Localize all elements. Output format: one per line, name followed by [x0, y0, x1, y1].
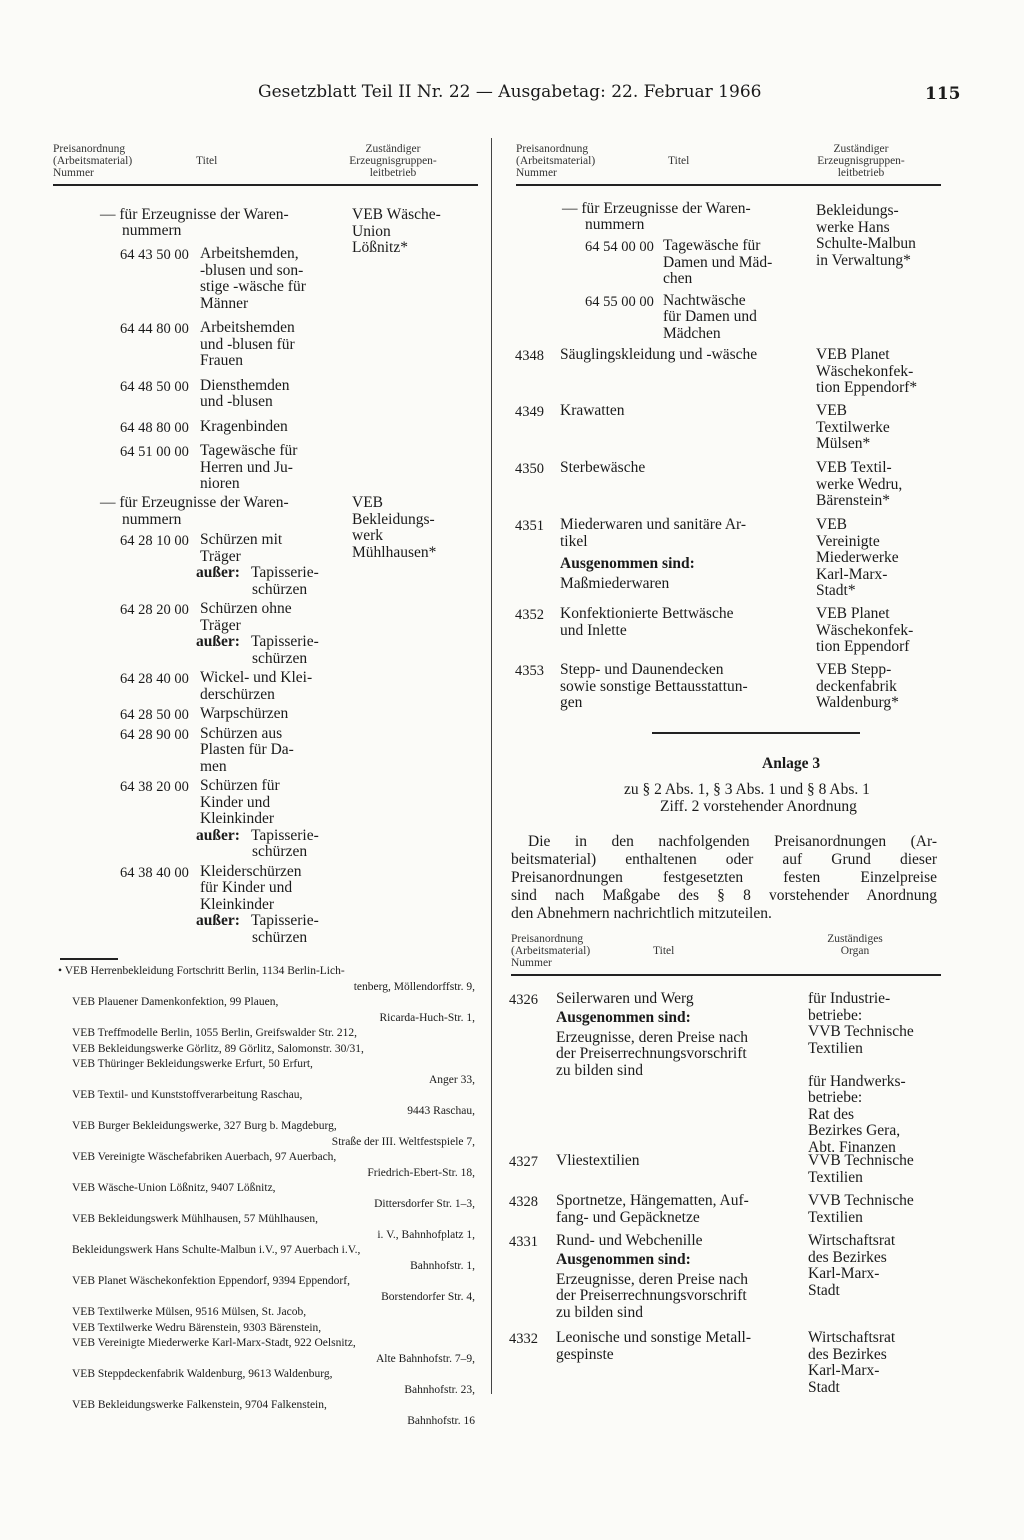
responsible-organ: Karl-Marx- [808, 1265, 880, 1282]
annex-paragraph: Preisanordnungen festgesetzten festen Einzelpreise [511, 869, 937, 886]
ware-title: Tagewäsche für [663, 237, 761, 254]
order-title: Stepp- und Daunendecken [560, 661, 724, 678]
exception-text: Tapisserie- [251, 564, 319, 581]
responsible-organ: Rat des [808, 1105, 855, 1123]
ware-title: Schürzen für [200, 777, 280, 794]
section-rule [652, 732, 860, 734]
responsible-enterprise: VEB [352, 494, 383, 511]
ware-number: 64 28 90 00 [120, 726, 189, 743]
responsible-organ: Karl-Marx- [808, 1362, 880, 1379]
footnote-line: • VEB Herrenbekleidung Fortschritt Berlin, 1134 Berlin-Lich- [58, 965, 345, 977]
ware-title: Kleiderschürzen [200, 862, 302, 880]
column-header-number: Nummer [511, 957, 552, 969]
group-intro: nummern [122, 510, 182, 528]
ware-title: Arbeitshemden [200, 319, 295, 336]
group-intro: — für Erzeugnisse der Waren- [562, 200, 751, 217]
ware-number: 64 28 40 00 [120, 671, 189, 687]
betrieb: deckenfabrik [816, 677, 897, 695]
exception-text: der Preiserrechnungsvorschrift [556, 1287, 747, 1304]
responsible-organ: Bezirkes Gera, [808, 1122, 901, 1139]
ware-title: Damen und Mäd- [663, 253, 773, 271]
column-header-responsible: Zuständiger [833, 143, 889, 155]
responsible-organ: VVB Technische [808, 1023, 914, 1040]
responsible-enterprise: Union [352, 222, 391, 240]
order-title: und Inlette [560, 621, 627, 639]
order-number: 4332 [509, 1331, 538, 1347]
responsible-organ: VVB Technische [808, 1152, 914, 1169]
betrieb: Vereinigte [816, 532, 880, 550]
responsible-enterprise: Schulte-Malbun [816, 235, 916, 252]
footnote-line: VEB Burger Bekleidungswerke, 327 Burg b. Magdeburg, [72, 1120, 337, 1132]
column-header-title: Titel [668, 155, 690, 167]
column-header-number: Preisanordnung [511, 933, 584, 945]
exception-text: zu bilden sind [556, 1303, 643, 1321]
ware-title: -blusen und son- [200, 261, 304, 279]
responsible-enterprise: werke Hans [816, 218, 890, 236]
header-rule [53, 184, 478, 186]
ware-number: 64 28 50 00 [120, 707, 189, 723]
page-number: 115 [925, 84, 961, 104]
ware-number: 64 43 50 00 [120, 247, 189, 263]
ware-number: 64 38 20 00 [120, 779, 189, 795]
responsible-organ: des Bezirkes [808, 1345, 887, 1363]
annex-paragraph: den Abnehmern nachrichtlich mitzuteilen. [511, 905, 772, 922]
group-intro: nummern [585, 216, 645, 233]
betrieb: VEB Textil- [816, 459, 892, 476]
column-header-number: (Arbeitsmaterial) [511, 945, 591, 957]
betrieb: tion Eppendorf* [816, 379, 918, 396]
betrieb: Waldenburg* [816, 694, 899, 711]
ware-number: 64 55 00 00 [585, 293, 654, 310]
annex-paragraph: sind nach Maßgabe des § 8 vorstehender Anordnung [511, 887, 937, 904]
column-header-number: Preisanordnung [516, 143, 589, 155]
ware-title: Kleinkinder [200, 810, 275, 827]
order-number: 4348 [515, 348, 544, 364]
column-divider [491, 138, 492, 1394]
exception-text: schürzen [252, 928, 308, 946]
responsible-enterprise: Bekleidungs- [816, 202, 899, 219]
footnote-line: VEB Textilwerke Mülsen, 9516 Mülsen, St. Jacob, [72, 1306, 307, 1318]
column-header-responsible: leitbetrieb [369, 167, 417, 179]
responsible-organ: betriebe: [808, 1089, 863, 1106]
betrieb: Wäschekonfek- [816, 621, 914, 639]
order-title: Krawatten [560, 402, 625, 419]
annex-reference: zu § 2 Abs. 1, § 3 Abs. 1 und § 8 Abs. 1 [624, 781, 870, 798]
ware-number: 64 54 00 00 [585, 239, 654, 255]
ware-title: Kleinkinder [200, 895, 275, 913]
ware-title: Schürzen aus [200, 724, 283, 742]
column-header-number: Nummer [53, 167, 94, 179]
responsible-enterprise: VEB Wäsche- [352, 206, 441, 223]
footnote-line: 9443 Raschau, [407, 1104, 475, 1117]
responsible-organ: Wirtschaftsrat [808, 1329, 896, 1346]
exception-text: Tapisserie- [251, 633, 319, 650]
column-header-title: Titel [196, 155, 218, 167]
ware-number: 64 48 80 00 [120, 419, 189, 436]
ware-title: Arbeitshemden, [200, 245, 299, 262]
ware-title: Kinder und [200, 793, 271, 811]
ware-title: nioren [200, 475, 240, 492]
annex-title: Anlage 3 [762, 755, 821, 772]
ware-title: men [200, 757, 227, 775]
order-title: Vliestextilien [556, 1152, 640, 1169]
exception-text: zu bilden sind [556, 1061, 643, 1079]
footnote-rule [60, 958, 118, 960]
betrieb: Mülsen* [816, 435, 871, 452]
ware-title: Plasten für Da- [200, 741, 294, 758]
betrieb: VEB Planet [816, 605, 890, 622]
footnote-line: VEB Vereinigte Miederwerke Karl-Marx-Stadt, 922 Oelsnitz, [72, 1337, 356, 1349]
exception-text: schürzen [252, 580, 308, 598]
footnote-line: VEB Thüringer Bekleidungswerke Erfurt, 50 Erfurt, [72, 1058, 313, 1070]
ware-title: und -blusen für [200, 335, 295, 353]
order-number: 4351 [515, 518, 544, 534]
column-header-responsible: Erzeugnisgruppen- [349, 155, 437, 167]
responsible-organ: für Industrie- [808, 990, 891, 1007]
footnote-line: Anger 33, [429, 1073, 475, 1086]
footnote-line: tenberg, Möllendorffstr. 9, [353, 980, 475, 993]
order-title: tikel [560, 532, 588, 550]
responsible-organ: Textilien [808, 1208, 863, 1226]
order-title: Säuglingskleidung und -wäsche [560, 346, 758, 363]
order-number: 4349 [515, 404, 544, 420]
group-intro: — für Erzeugnisse der Waren- [100, 494, 289, 511]
betrieb: VEB [816, 402, 847, 419]
exception-label: außer: [196, 826, 240, 844]
ware-title: Warpschürzen [200, 705, 289, 722]
ware-number: 64 48 50 00 [120, 378, 189, 395]
column-header-responsible: leitbetrieb [837, 167, 885, 179]
footnote-line: VEB Wäsche-Union Lößnitz, 9407 Lößnitz, [72, 1182, 276, 1194]
exception-text: Maßmiederwaren [560, 575, 670, 592]
running-header: Gesetzblatt Teil II Nr. 22 — Ausgabetag: 22. Februar 1966 [258, 82, 762, 102]
footnote-line: VEB Bekleidungswerke Görlitz, 89 Görlitz, Salomonstr. 30/31, [72, 1042, 364, 1055]
exception-label: Ausgenommen sind: [556, 1250, 691, 1268]
annex-reference: Ziff. 2 vorstehender Anordnung [660, 798, 857, 815]
ware-title: Diensthemden [200, 376, 290, 394]
exception-label: außer: [196, 912, 240, 929]
responsible-organ: betriebe: [808, 1006, 863, 1024]
exception-label: außer: [196, 564, 240, 581]
footnote-line: VEB Steppdeckenfabrik Waldenburg, 9613 Waldenburg, [72, 1368, 333, 1380]
ware-title: Schürzen ohne [200, 600, 292, 617]
footnote-line: VEB Bekleidungswerke Falkenstein, 9704 Falkenstein, [72, 1399, 327, 1411]
ware-number: 64 28 20 00 [120, 602, 189, 618]
footnote-line: Bahnhofstr. 23, [404, 1383, 475, 1396]
footnote-line: Dittersdorfer Str. 1–3, [374, 1197, 475, 1210]
betrieb: VEB Stepp- [816, 661, 892, 678]
group-intro: — für Erzeugnisse der Waren- [100, 206, 289, 223]
footnote-line: VEB Vereinigte Wäschefabriken Auerbach, 97 Auerbach, [72, 1151, 337, 1163]
responsible-organ: Abt. Finanzen [808, 1138, 896, 1156]
exception-text: schürzen [252, 649, 308, 667]
exception-text: Erzeugnisse, deren Preise nach [556, 1270, 748, 1288]
column-header-responsible: Zuständiger [365, 143, 421, 155]
footnote-line: Alte Bahnhofstr. 7–9, [375, 1352, 475, 1365]
responsible-enterprise: in Verwaltung* [816, 251, 911, 269]
ware-title: und -blusen [200, 393, 273, 410]
column-header-responsible: Zuständiges [827, 933, 883, 945]
exception-text: Erzeugnisse, deren Preise nach [556, 1028, 748, 1046]
exception-label: Ausgenommen sind: [556, 1008, 691, 1026]
ware-title: Träger [200, 547, 241, 565]
betrieb: tion Eppendorf [816, 638, 910, 655]
ware-title: derschürzen [200, 685, 275, 703]
order-title: sowie sonstige Bettausstattun- [560, 677, 748, 695]
responsible-enterprise: Lößnitz* [352, 239, 408, 256]
responsible-enterprise: werk [352, 527, 383, 544]
order-number: 4331 [509, 1234, 538, 1250]
footnote-line: Straße der III. Weltfestspiele 7, [331, 1135, 475, 1148]
exception-label: außer: [196, 633, 240, 650]
betrieb: werke Wedru, [816, 475, 903, 493]
order-title: Rund- und Webchenille [556, 1232, 703, 1249]
responsible-organ: Textilien [808, 1168, 863, 1186]
ware-title: für Damen und [663, 308, 757, 325]
exception-text: schürzen [252, 843, 308, 860]
betrieb: Bärenstein* [816, 492, 891, 509]
order-title: gen [560, 694, 583, 711]
exception-label: Ausgenommen sind: [560, 555, 695, 572]
order-number: 4328 [509, 1194, 538, 1210]
ware-title: Männer [200, 294, 249, 312]
footnote-line: VEB Textilwerke Wedru Bärenstein, 9303 Bärenstein, [72, 1321, 322, 1334]
ware-title: Träger [200, 616, 241, 634]
responsible-organ: VVB Technische [808, 1192, 914, 1209]
column-header-number: Nummer [516, 167, 557, 179]
column-header-responsible: Organ [840, 945, 870, 957]
footnote-line: VEB Treffmodelle Berlin, 1055 Berlin, Greifswalder Str. 212, [72, 1027, 358, 1039]
ware-title: für Kinder und [200, 879, 293, 896]
footnote-line: VEB Bekleidungswerk Mühlhausen, 57 Mühlhausen, [72, 1213, 318, 1225]
footnote-line: VEB Plauener Damenkonfektion, 99 Plauen, [72, 996, 279, 1008]
betrieb: VEB Planet [816, 346, 890, 363]
order-number: 4350 [515, 461, 544, 477]
column-header-responsible: Erzeugnisgruppen- [817, 155, 905, 167]
ware-title: Nachtwäsche [663, 291, 746, 309]
order-number: 4326 [509, 992, 538, 1008]
ware-title: Herren und Ju- [200, 458, 293, 476]
footnote-line: Friedrich-Ebert-Str. 18, [367, 1166, 475, 1179]
order-title: Miederwaren und sanitäre Ar- [560, 516, 747, 533]
order-number: 4353 [515, 663, 544, 679]
order-title: Leonische und sonstige Metall- [556, 1329, 751, 1346]
responsible-organ: Wirtschaftsrat [808, 1232, 896, 1249]
footnote-line: VEB Textil- und Kunststoffverarbeitung Raschau, [72, 1089, 303, 1101]
ware-title: Schürzen mit [200, 531, 283, 548]
header-rule [511, 974, 941, 976]
exception-text: der Preiserrechnungsvorschrift [556, 1045, 747, 1062]
column-header-number: (Arbeitsmaterial) [53, 155, 133, 167]
ware-number: 64 28 10 00 [120, 533, 189, 549]
responsible-enterprise: Mühlhausen* [352, 543, 437, 561]
ware-number: 64 38 40 00 [120, 864, 189, 881]
order-title: gespinste [556, 1345, 614, 1363]
ware-number: 64 51 00 00 [120, 444, 189, 460]
footnote-line: VEB Planet Wäschekonfektion Eppendorf, 9394 Eppendorf, [72, 1275, 350, 1287]
order-title: fang- und Gepäcknetze [556, 1208, 700, 1226]
footnote-line: Bahnhofstr. 16 [407, 1414, 475, 1427]
responsible-organ: Stadt [808, 1281, 840, 1299]
order-number: 4352 [515, 607, 544, 623]
annex-paragraph: Die in den nachfolgenden Preisanordnungen (Ar- [528, 833, 937, 850]
order-title: Seilerwaren und Werg [556, 990, 694, 1007]
order-title: Sterbewäsche [560, 459, 646, 476]
annex-paragraph: beitsmaterial) enthaltenen oder auf Grund dieser [511, 851, 937, 868]
ware-title: Tagewäsche für [200, 442, 298, 459]
order-number: 4327 [509, 1154, 538, 1170]
footnote-line: Bahnhofstr. 1, [410, 1259, 475, 1272]
ware-number: 64 44 80 00 [120, 321, 189, 337]
ware-title: chen [663, 270, 693, 287]
column-header-title: Titel [653, 945, 675, 957]
footnote-line: i. V., Bahnhofplatz 1, [377, 1228, 475, 1241]
betrieb: VEB [816, 516, 847, 533]
footnote-line: Ricarda-Huch-Str. 1, [379, 1011, 475, 1024]
exception-text: Tapisserie- [251, 912, 319, 929]
responsible-enterprise: Bekleidungs- [352, 510, 435, 528]
ware-title: Wickel- und Klei- [200, 669, 313, 686]
ware-title: stige -wäsche für [200, 278, 306, 295]
responsible-organ: Stadt [808, 1378, 840, 1396]
betrieb: Wäschekonfek- [816, 362, 914, 380]
responsible-organ: des Bezirkes [808, 1248, 887, 1266]
betrieb: Stadt* [816, 582, 856, 599]
order-title: Sportnetze, Hängematten, Auf- [556, 1192, 749, 1209]
header-rule [516, 184, 941, 186]
betrieb: Textilwerke [816, 418, 890, 436]
order-title: Konfektionierte Bettwäsche [560, 605, 734, 622]
responsible-organ: Textilien [808, 1039, 863, 1057]
column-header-number: (Arbeitsmaterial) [516, 155, 596, 167]
ware-title: Frauen [200, 352, 244, 369]
group-intro: nummern [122, 222, 182, 239]
footnote-line: Borstendorfer Str. 4, [381, 1290, 475, 1303]
footnote-line: Bekleidungswerk Hans Schulte-Malbun i.V., 97 Auerbach i.V., [72, 1244, 361, 1256]
column-header-number: Preisanordnung [53, 143, 126, 155]
betrieb: Karl-Marx- [816, 565, 888, 583]
responsible-organ: für Handwerks- [808, 1072, 906, 1090]
exception-text: Tapisserie- [251, 826, 319, 844]
ware-title: Mädchen [663, 324, 721, 342]
ware-title: Kragenbinden [200, 417, 288, 435]
betrieb: Miederwerke [816, 549, 899, 566]
